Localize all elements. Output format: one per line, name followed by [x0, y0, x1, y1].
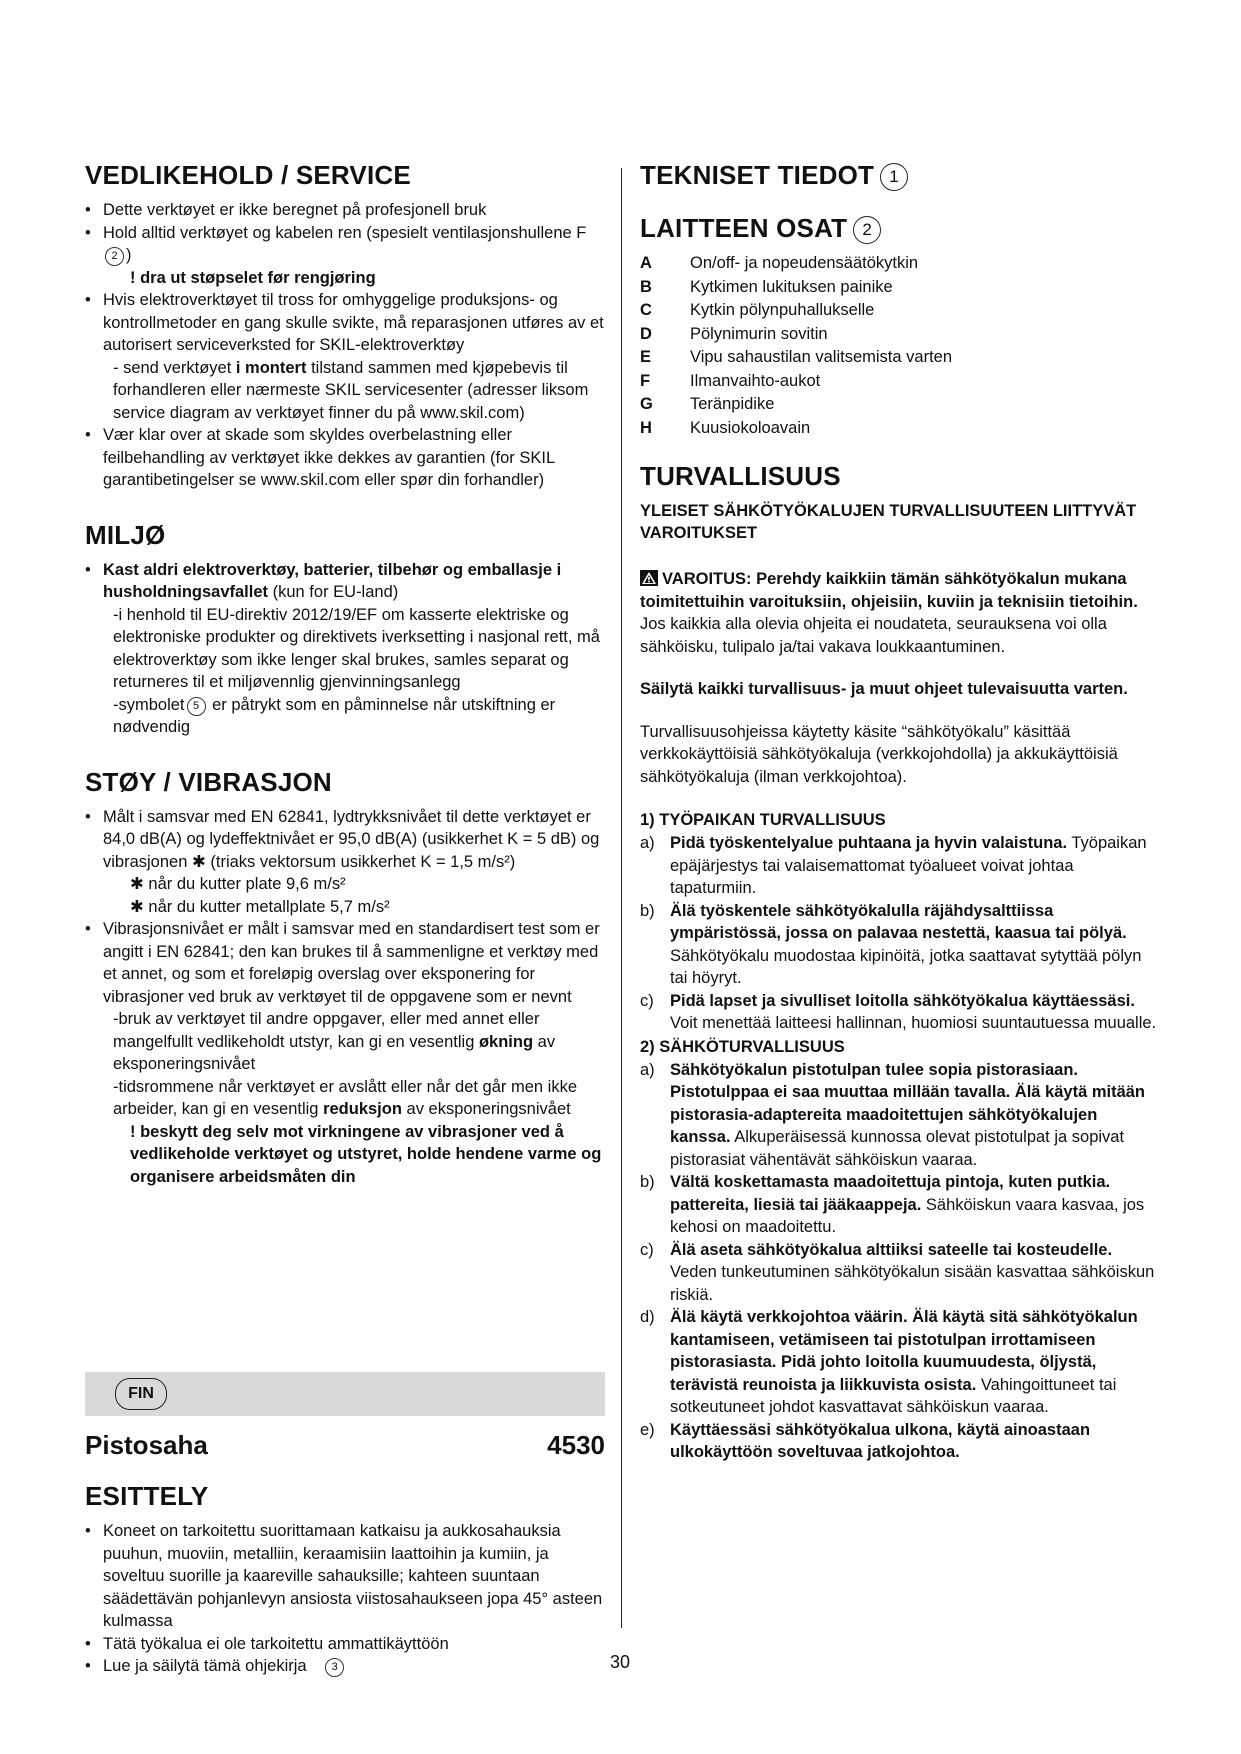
- bullet: • Kast aldri elektroverktøy, batterier, tilbehør og emballasje i husholdningsavfallet (kun for EU-land): [85, 559, 605, 604]
- section-miljo: [85, 520, 605, 739]
- section-title: LAITTEEN OSAT 2: [640, 213, 1160, 244]
- part-label: Kytkin pölynpuhallukselle: [690, 301, 875, 319]
- list-item: Älä käytä verkkojohtoa väärin. Älä käytä sitä sähkötyökalun kantamiseen, vetämiseen tai pistotulpan irrottamiseen pistorasiasta. Pidä johto loitolla kuumuudesta, öljystä, terävistä reunoista ja liikkuvista osista. Vahingoittuneet tai sotkeutuneet johdot kasvattavat sähköiskun vaaraa.: [670, 1308, 1138, 1416]
- part-letter: H: [640, 418, 652, 437]
- list-item: Käyttäessäsi sähkötyökalua ulkona, käytä ainoastaan ulkokäyttöön soveltuvaa jatkojohtoa.: [670, 1420, 1091, 1461]
- list-item: Älä aseta sähkötyökalua alttiiksi sateelle tai kosteudelle. Veden tunkeutuminen sähkötyökalun sisään kasvattaa sähköiskun riskiä.: [670, 1240, 1155, 1304]
- left-column: [85, 160, 605, 1208]
- product-title-row: [85, 1430, 605, 1461]
- bullet: • Hvis elektroverktøyet til tross for omhyggelige produksjons- og kontrollmetoder en gang skulle svikte, må reparasjonen utføres av et autorisert serviceverksted for SKIL-elektroverktøy: [85, 289, 605, 357]
- list-item: Sähkötyökalun pistotulpan tulee sopia pistorasiaan. Pistotulppaa ei saa muuttaa millään tavalla. Älä käytä mitään pistorasia-adaptereita maadoitettujen sähkötyökalujen kanssa. Alkuperäisessä kunnossa olevat pistotulpat ja sopivat pistorasiat vähentävät sähköiskun vaaraa.: [670, 1060, 1146, 1169]
- page-number: 30: [610, 1652, 631, 1672]
- subsection-title: 1) TYÖPAIKAN TURVALLISUUS: [640, 811, 886, 829]
- section-stoy: [85, 767, 605, 1189]
- fin-intro: [85, 1430, 605, 1678]
- vibration-value: ✱ når du kutter metallplate 5,7 m/s²: [130, 897, 390, 916]
- term-definition: Turvallisuusohjeissa käytetty käsite “sähkötyökalu” käsittää verkkokäyttöisiä sähkötyökaluja (verkkojohdolla) ja akkukäyttöisiä sähkötyökaluja (ilman verkkojohtoa).: [640, 722, 1118, 786]
- bullet: • Tätä työkalua ei ole tarkoitettu ammattikäyttöön: [85, 1633, 605, 1656]
- list-item: Älä työskentele sähkötyökalulla räjähdysalttiissa ympäristössä, jossa on palavaa nestettä, kaasua tai pölyä. Sähkötyökalu muodostaa kipinöitä, jotka saattavat sytyttää pölyn tai höyryt.: [670, 901, 1142, 987]
- figure-ref: 3: [325, 1658, 344, 1677]
- safety-list: a) Pidä työskentelyalue puhtaana ja hyvin valaistuna. Työpaikan epäjärjestys tai valaisemattomat työalueet voivat johtaa tapaturmiin. b) Älä työskentele sähkötyökalulla räjähdysalttiissa ympäristössä, jossa on palavaa nestettä, kaasua tai pölyä. Sähkötyökalu muodostaa kipinöitä, jotka saattavat sytyttää pölyn tai höyryt. c) Pidä lapset ja sivulliset loitolla sähkötyökalua käyttäessäsi. Voit menettää laitteesi hallinnan, huomiosi suuntautuessa muualle.: [640, 832, 1160, 1035]
- sub-item: -symbolet 5 er påtrykt som en påminnelse når utskiftning er nødvendig: [113, 695, 556, 736]
- figure-ref: 1: [880, 163, 908, 191]
- warning-line: ! dra ut støpselet før rengjøring: [130, 268, 376, 287]
- figure-ref: 5: [187, 697, 206, 716]
- figure-ref: 2: [105, 247, 124, 266]
- warning-paragraph: VAROITUS: Perehdy kaikkiin tämän sähkötyökalun mukana toimitettuihin varoituksiin, ohjeisiin, kuviin ja teknisiin tietoihin. Jos kaikkia alla olevia ohjeita ei noudateta, seurauksena voi olla sähköisku, tulipalo ja/tai vakava loukkaantuminen.: [640, 570, 1138, 656]
- sub-item: -i henhold til EU-direktiv 2012/19/EF om kasserte elektriske og elektroniske produkter og direktivets iverksetting i nasjonal rett, må elektroverktøy som ikke lenger skal brukes, samles separat og returneres til et miljøvennlig gjenvinningsanlegg: [113, 605, 600, 691]
- list-item: Vältä koskettamasta maadoitettuja pintoja, kuten putkia. pattereita, liesiä tai jääkaappeja. Sähköiskun vaara kasvaa, jos kehosi on maadoitettu.: [670, 1173, 1145, 1236]
- language-badge: FIN: [115, 1378, 167, 1410]
- section-title: ESITTELY: [85, 1481, 209, 1511]
- part-label: Teränpidike: [690, 395, 775, 413]
- warning-triangle-icon: [640, 570, 658, 586]
- section-title: TEKNISET TIEDOT 1: [640, 160, 1160, 191]
- part-label: Pölynimurin sovitin: [690, 324, 828, 343]
- right-column: [640, 160, 1160, 1464]
- part-label: Vipu sahaustilan valitsemista varten: [690, 348, 953, 366]
- bullet: • Lue ja säilytä tämä ohjekirja 3: [85, 1655, 605, 1678]
- part-label: Ilmanvaihto-aukot: [690, 371, 821, 390]
- part-letter: A: [640, 254, 652, 272]
- product-name: Pistosaha: [85, 1430, 208, 1460]
- language-band: [85, 1372, 605, 1416]
- vibration-value: ✱ når du kutter plate 9,6 m/s²: [130, 875, 346, 893]
- subsection-title: YLEISET SÄHKÖTYÖKALUJEN TURVALLISUUTEEN LIITTYVÄT VAROITUKSET: [640, 502, 1137, 542]
- bullet: • Koneet on tarkoitettu suorittamaan katkaisu ja aukkosahauksia puuhun, muoviin, metalliin, keraamisiin laattoihin ja kumiin, ja soveltuu suorille ja kaareville sahauksille; kahteen suuntaan säädettävän pohjanlevyn ansiosta viistosahaukseen jopa 45° asteen kulmassa: [85, 1520, 605, 1633]
- figure-ref: 2: [853, 216, 881, 244]
- section-title: TURVALLISUUS: [640, 461, 841, 491]
- warning-line: ! beskytt deg selv mot virkningene av vibrasjoner ved å vedlikeholde verktøyet og utstyret, holde hendene varme og organisere arbeidsmåten din: [130, 1122, 602, 1186]
- column-divider: [621, 168, 622, 1628]
- bullet: • Vibrasjonsnivået er målt i samsvar med en standardisert test som er angitt i EN 62841; den kan brukes til å sammenligne et verktøy med et annet, og som et foreløpig overslag over eksponering for vibrasjoner ved bruk av verktøyet til de oppgavene som er nevnt: [85, 918, 605, 1008]
- section-service: [85, 160, 605, 492]
- parts-list: [640, 252, 1160, 439]
- part-label: Kytkimen lukituksen painike: [690, 277, 893, 296]
- section-title: MILJØ: [85, 519, 166, 550]
- sub-item: -bruk av verktøyet til andre oppgaver, eller med annet eller mangelfullt vedlikeholdt utstyr, kan gi en vesentlig økning av eksponeringsnivået: [113, 1010, 556, 1073]
- bullet: • Dette verktøyet er ikke beregnet på profesjonell bruk: [85, 199, 605, 222]
- part-label: On/off- ja nopeudensäätökytkin: [690, 254, 919, 272]
- sub-item: -tidsrommene når verktøyet er avslått eller når det går men ikke arbeider, kan gi en vesentlig reduksjon av eksponeringsnivået: [113, 1077, 578, 1118]
- part-letter: B: [640, 277, 652, 296]
- part-letter: C: [640, 301, 652, 319]
- bullet: • Målt i samsvar med EN 62841, lydtrykksnivået til dette verktøyet er 84,0 dB(A) og lydeffektnivået er 95,0 dB(A) (usikkerhet K = 5 dB) og vibrasjonen ✱ (triaks vektorsum usikkerhet K = 1,5 m/s²): [85, 806, 605, 874]
- part-letter: D: [640, 324, 652, 343]
- part-letter: G: [640, 395, 653, 413]
- subsection-title: 2) SÄHKÖTURVALLISUUS: [640, 1037, 845, 1056]
- bullet: • Hold alltid verktøyet og kabelen ren (spesielt ventilasjonshullene F 2 ): [85, 222, 605, 267]
- product-model: 4530: [547, 1430, 605, 1460]
- sub-item: - send verktøyet i montert tilstand sammen med kjøpebevis til forhandleren eller nærmeste SKIL servicesenter (adresser liksom service diagram av verktøyet finner du på www.skil.com): [113, 358, 589, 422]
- list-item: Pidä työskentelyalue puhtaana ja hyvin valaistuna. Työpaikan epäjärjestys tai valaisemattomat työalueet voivat johtaa tapaturmiin.: [670, 834, 1147, 897]
- section-title: VEDLIKEHOLD / SERVICE: [85, 160, 411, 190]
- section-title: STØY / VIBRASJON: [85, 766, 332, 797]
- part-label: Kuusiokoloavain: [690, 418, 811, 437]
- safety-list: a) Sähkötyökalun pistotulpan tulee sopia pistorasiaan. Pistotulppaa ei saa muuttaa millään tavalla. Älä käytä mitään pistorasia-adaptereita maadoitettujen sähkötyökalujen kanssa. Alkuperäisessä kunnossa olevat pistotulpat ja sopivat pistorasiat vähentävät sähköiskun vaaraa. b) Vältä koskettamasta maadoitettuja pintoja, kuten putkia. pattereita, liesiä tai jääkaappeja. Sähköiskun vaara kasvaa, jos kehosi on maadoitettu. c) Älä aseta sähkötyökalua alttiiksi sateelle tai kosteudelle. Veden tunkeutuminen sähkötyökalun sisään kasvattaa sähköiskun riskiä. d) Älä käytä verkkojohtoa väärin. Älä käytä sitä sähkötyökalun kantamiseen, vetämiseen tai pistotulpan irrottamiseen pistorasiasta. Pidä johto loitolla kuumuudesta, öljystä, terävistä reunoista ja liikkuvista osista. Vahingoittuneet tai sotkeutuneet johdot kasvattavat sähköiskun vaaraa. e) Käyttäessäsi sähkötyökalua ulkona, käytä ainoastaan ulkokäyttöön soveltuvaa jatkojohtoa.: [640, 1059, 1160, 1464]
- bullet: • Vær klar over at skade som skyldes overbelastning eller feilbehandling av verktøyet ikke dekkes av garantien (for SKIL garantibetingelser se www.skil.com eller spør din forhandler): [85, 424, 605, 492]
- part-letter: F: [640, 371, 651, 390]
- list-item: Pidä lapset ja sivulliset loitolla sähkötyökalua käyttäessäsi. Voit menettää laitteesi hallinnan, huomiosi suuntautuessa muualle.: [670, 991, 1157, 1032]
- save-instructions: Säilytä kaikki turvallisuus- ja muut ohjeet tulevaisuutta varten.: [640, 680, 1128, 698]
- part-letter: E: [640, 348, 652, 366]
